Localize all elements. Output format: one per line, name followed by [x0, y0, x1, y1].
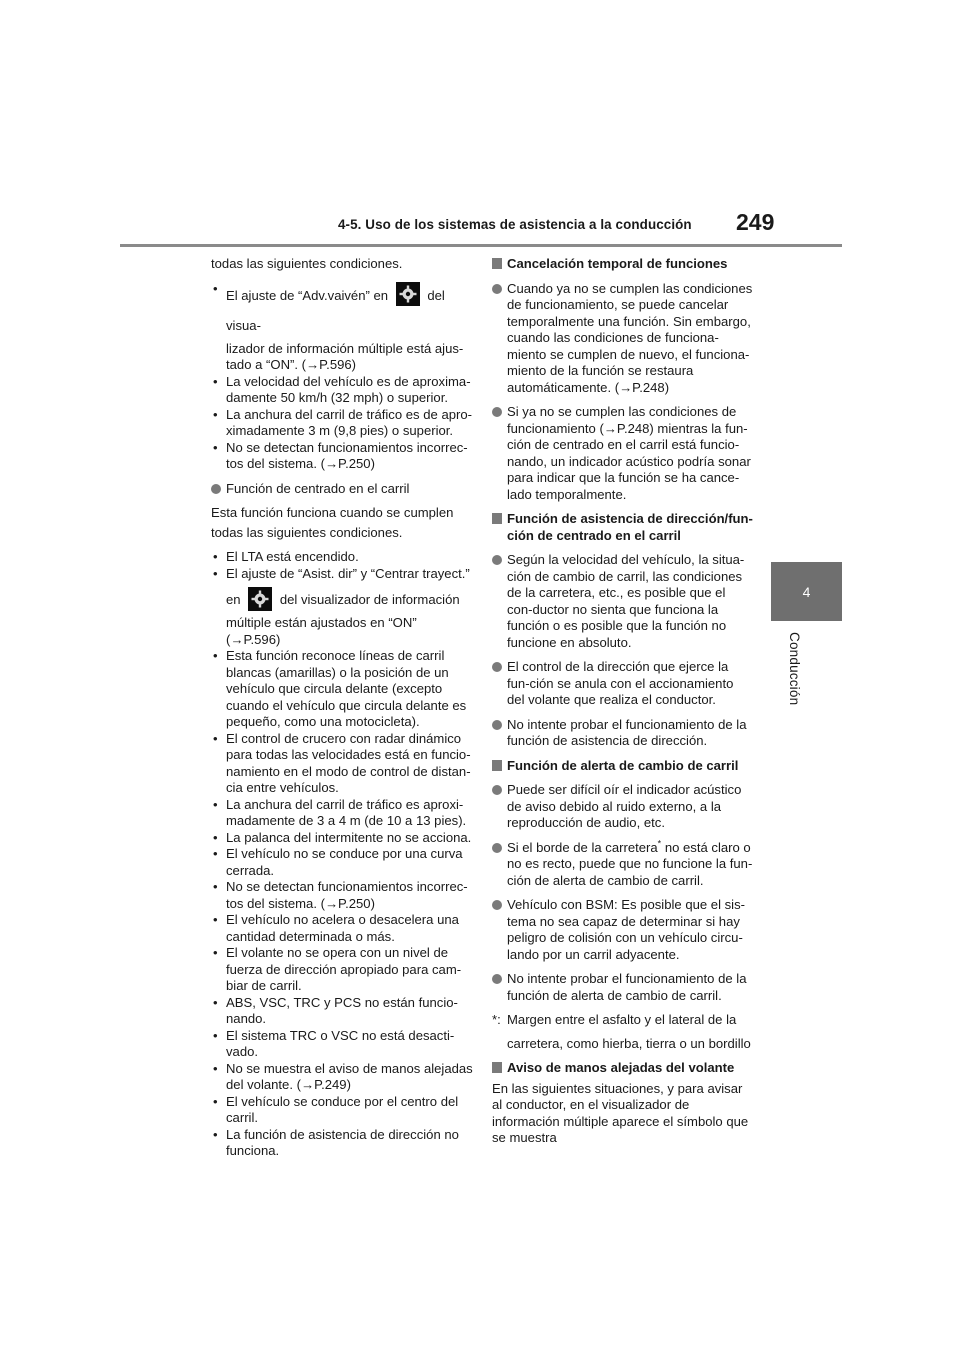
list-item: • La anchura del carril de tráfico es de apro-ximadamente 3 m (9,8 pies) o superior.: [211, 407, 473, 440]
page-number: 249: [736, 209, 775, 235]
section-square-icon: [492, 1062, 502, 1073]
bullet-dot-icon: [492, 407, 502, 417]
condition-list-2: [211, 549, 473, 1160]
bullet-dot-icon: [492, 785, 502, 795]
hands-off-text: En las siguientes situaciones, y para avisar al conductor, en el visualizador de información múltiple aparece el símbolo que se muestra: [492, 1080, 749, 1145]
list-item: • No se detectan funcionamientos incorrec-tos del sistema. (→P.250): [211, 879, 473, 912]
list-item: • El ajuste de “Asist. dir” y “Centrar trayect.” en del visualizador de información múltiple están ajustados en “ON” (→P.596): [211, 566, 473, 649]
condition-list-1: [211, 281, 473, 473]
chapter-label: Conducción: [787, 632, 802, 706]
section-heading-hands-off: Aviso de manos alejadas del volante: [492, 1060, 754, 1077]
list-item: El control de la dirección que ejerce la fun-ción se anula con el accionamiento del volante que realiza el conductor.: [492, 659, 754, 709]
bullet-dot-icon: [492, 555, 502, 565]
section-square-icon: [492, 513, 502, 524]
list-item: • El volante no se opera con un nivel de fuerza de dirección apropiado para cam-biar de carril.: [211, 945, 473, 995]
list-item: • Esta función reconoce líneas de carril blancas (amarillas) o la posición de un vehículo que circula delante (excepto cuando el vehículo que circula delante es pequeño, como una motocicleta).: [211, 648, 473, 731]
list-item: No intente probar el funcionamiento de la función de alerta de cambio de carril.: [492, 971, 754, 1004]
right-column: [492, 256, 754, 1147]
centering-intro: Esta función funciona cuando se cumplen: [211, 505, 454, 520]
section-heading-cancel: Cancelación temporal de funciones: [492, 256, 754, 273]
footnote: *: Margen entre el asfalto y el lateral de la carretera, como hierba, tierra o un bordillo: [492, 1012, 751, 1051]
chapter-number: 4: [802, 583, 811, 600]
section-heading-lane-departure: Función de alerta de cambio de carril: [492, 758, 754, 775]
bullet-dot-icon: [492, 974, 502, 984]
list-item: • La velocidad del vehículo es de aproxima-damente 50 km/h (32 mph) o superior.: [211, 374, 473, 407]
chapter-tab: [771, 562, 842, 621]
section-square-icon: [492, 258, 502, 269]
list-item: Puede ser difícil oír el indicador acústico de aviso debido al ruido externo, a la reproducción de audio, etc.: [492, 782, 754, 832]
list-item: Si el borde de la carretera* no está claro o no es recto, puede que no funcione la fun-ción de alerta de cambio de carril.: [492, 840, 754, 890]
list-item: Si ya no se cumplen las condiciones de funcionamiento (→P.248) mientras la fun-ción de centrado en el carril está funcio-nando, un indicador acústico podría sonar para indicar que la función se ha cance-lado temporalmente.: [492, 404, 754, 503]
intro-text: todas las siguientes condiciones.: [211, 256, 403, 271]
bullet-dot-icon: [492, 720, 502, 730]
list-item: • El vehículo no acelera o desacelera una cantidad determinada o más.: [211, 912, 473, 945]
centering-heading: Función de centrado en el carril: [211, 481, 473, 498]
list-item: • No se detectan funcionamientos incorrec-tos del sistema. (→P.250): [211, 440, 473, 473]
centering-intro-cont: todas las siguientes condiciones.: [211, 524, 403, 540]
settings-gear-icon: [396, 282, 420, 306]
list-item: • El vehículo se conduce por el centro del carril.: [211, 1094, 473, 1127]
bullet-dot-icon: [492, 284, 502, 294]
bullet-dot-icon: [211, 484, 221, 494]
list-item: • ABS, VSC, TRC y PCS no están funcio-nando.: [211, 995, 473, 1028]
bullet-dot-icon: [492, 843, 502, 853]
list-item: Vehículo con BSM: Es posible que el sis-tema no sea capaz de determinar si hay peligro de colisión con un vehículo circu-lando por un carril adyacente.: [492, 897, 754, 963]
list-item: • El ajuste de “Adv.vaivén” en del visua- lizador de información múltiple está ajus-tado a “ON”. (→P.596): [211, 281, 473, 374]
bullet-dot-icon: [492, 900, 502, 910]
footnote-reference: *: [657, 838, 662, 849]
list-item: • El vehículo no se conduce por una curva cerrada.: [211, 846, 473, 879]
list-item: Cuando ya no se cumplen las condiciones de funcionamiento, se puede cancelar temporalmente una función. Sin embargo, cuando las condiciones de funciona-miento se cumplen de nuevo, el funciona-miento de la función se restaura automáticamente. (→P.248): [492, 281, 754, 397]
section-square-icon: [492, 760, 502, 771]
list-item: Según la velocidad del vehículo, la situa-ción de cambio de carril, las condiciones de la carretera, etc., es posible que el con-ductor no sienta que funciona la función o es posible que la función no funcione en absoluto.: [492, 552, 754, 651]
section-heading-steering: Función de asistencia de dirección/fun-ción de centrado en el carril: [492, 511, 754, 544]
bullet-dot-icon: [492, 662, 502, 672]
list-item: • La función de asistencia de dirección no funciona.: [211, 1127, 473, 1160]
list-item: • El LTA está encendido.: [211, 549, 473, 566]
list-item: No intente probar el funcionamiento de la función de asistencia de dirección.: [492, 717, 754, 750]
header-divider: [120, 244, 842, 247]
list-item: • La palanca del intermitente no se acciona.: [211, 830, 473, 847]
list-item: • El sistema TRC o VSC no está desacti-vado.: [211, 1028, 473, 1061]
list-item: • La anchura del carril de tráfico es aproxi-madamente de 3 a 4 m (de 10 a 13 pies).: [211, 797, 473, 830]
section-title: 4-5. Uso de los sistemas de asistencia a la conducción: [338, 217, 692, 232]
settings-gear-icon: [248, 587, 272, 611]
left-column: [211, 256, 473, 1168]
list-item: • El control de crucero con radar dinámico para todas las velocidades está en funcio-namiento en el modo de control de distan-cia entre vehículos.: [211, 731, 473, 797]
list-item: • No se muestra el aviso de manos alejadas del volante. (→P.249): [211, 1061, 473, 1094]
